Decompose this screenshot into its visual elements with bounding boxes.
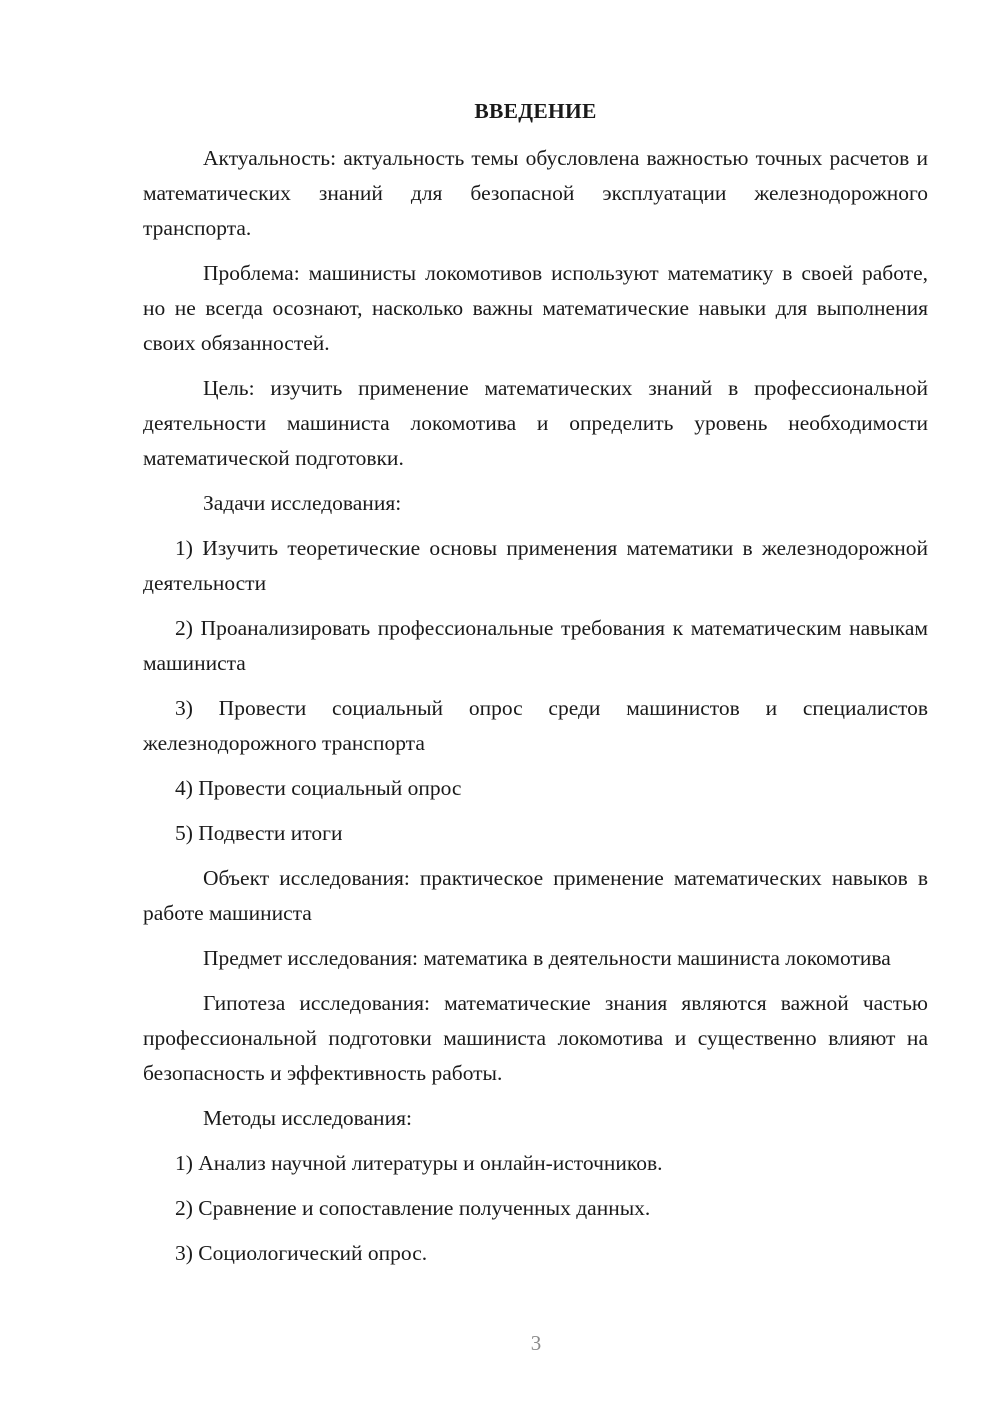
method-item-3: 3) Социологический опрос. [175, 1241, 428, 1265]
methods-heading: Методы исследования: [203, 1106, 412, 1130]
tasks-heading: Задачи исследования: [203, 491, 402, 515]
method-item-2: 2) Сравнение и сопоставление полученных данных. [175, 1196, 651, 1220]
problem-paragraph: Проблема: машинисты локомотивов используют математику в своей работе, но не всегда осознают, насколько важны математические навыки для выполнения своих обязанностей. [143, 261, 928, 355]
relevance-paragraph: Актуальность: актуальность темы обусловлена важностью точных расчетов и математических знаний для безопасной эксплуатации железнодорожного транспорта. [143, 146, 928, 240]
subject-paragraph: Предмет исследования: математика в деятельности машиниста локомотива [203, 946, 891, 970]
page-number: 3 [530, 1331, 542, 1355]
page-title: ВВЕДЕНИЕ [474, 99, 597, 123]
page-content [143, 95, 928, 1281]
task-item-5: 5) Подвести итоги [175, 821, 343, 845]
goal-paragraph: Цель: изучить применение математических знаний в профессиональной деятельности машиниста локомотива и определить уровень необходимости математической подготовки. [143, 376, 928, 470]
task-item-3: 3) Провести социальный опрос среди машинистов и специалистов железнодорожного транспорта [143, 696, 928, 755]
method-item-1: 1) Анализ научной литературы и онлайн-источников. [175, 1151, 663, 1175]
hypothesis-paragraph: Гипотеза исследования: математические знания являются важной частью профессиональной подготовки машиниста локомотива и существенно влияют на безопасность и эффективность работы. [143, 991, 928, 1085]
task-item-2: 2) Проанализировать профессиональные требования к математическим навыкам машиниста [143, 616, 928, 675]
task-item-4: 4) Провести социальный опрос [175, 776, 462, 800]
task-item-1: 1) Изучить теоретические основы применения математики в железнодорожной деятельности [143, 536, 928, 595]
object-paragraph: Объект исследования: практическое применение математических навыков в работе машиниста [143, 866, 928, 925]
